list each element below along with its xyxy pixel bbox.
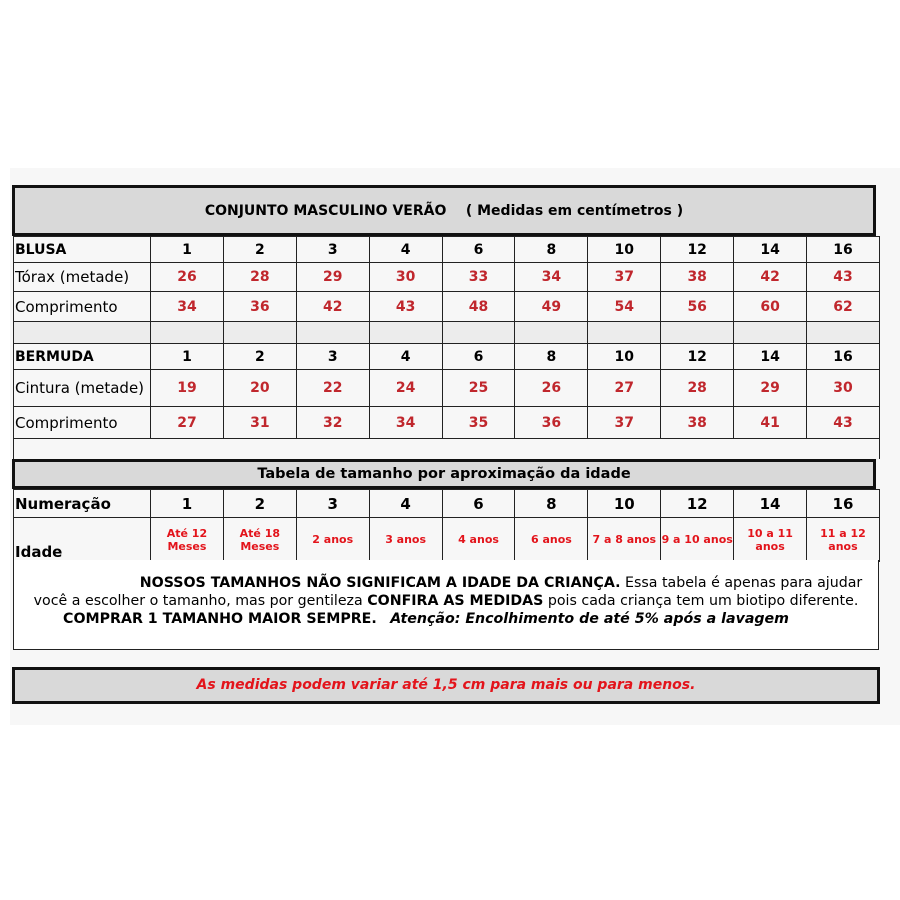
size-header: 2 [223, 344, 296, 370]
age-value: 10 a 11 anos [734, 518, 807, 562]
measure-value: 34 [369, 407, 442, 439]
measure-value: 22 [296, 370, 369, 407]
note-warning-bold: NOSSOS TAMANHOS NÃO SIGNIFICAM A IDADE DA CRIANÇA. [139, 575, 621, 591]
size-header: 12 [661, 237, 734, 263]
age-value: 9 a 10 anos [661, 518, 734, 562]
blank-cell [14, 439, 880, 460]
bermuda-label: BERMUDA [14, 344, 151, 370]
measure-value: 62 [807, 292, 880, 322]
age-value: Até 18 Meses [223, 518, 296, 562]
idade-label: Idade [14, 518, 151, 562]
size-header: 12 [661, 344, 734, 370]
measure-value: 27 [151, 407, 224, 439]
spacer-row [14, 322, 880, 344]
size-header: 3 [296, 237, 369, 263]
age-value: Até 12 Meses [151, 518, 224, 562]
age-table [13, 489, 880, 562]
spacer-cell [14, 322, 151, 344]
numeracao-label: Numeração [14, 490, 151, 518]
size-header: 8 [515, 344, 588, 370]
note-line2-text: você a escolher o tamanho, mas por gentileza [33, 593, 368, 609]
spacer-cell [296, 322, 369, 344]
size-header: 12 [661, 490, 734, 518]
measure-value: 60 [734, 292, 807, 322]
size-header: 14 [734, 344, 807, 370]
spacer-cell [588, 322, 661, 344]
measure-value: 37 [588, 263, 661, 292]
measure-label: Tórax (metade) [14, 263, 151, 292]
measure-value: 43 [807, 263, 880, 292]
measure-value: 29 [734, 370, 807, 407]
size-header: 1 [151, 490, 224, 518]
measure-value: 28 [661, 370, 734, 407]
blusa-header-row [14, 237, 880, 263]
size-header: 2 [223, 490, 296, 518]
note-line-3 [14, 610, 878, 628]
size-header: 3 [296, 344, 369, 370]
size-header: 10 [588, 237, 661, 263]
measure-value: 30 [807, 370, 880, 407]
size-header: 1 [151, 344, 224, 370]
note-line1-text: Essa tabela é apenas para ajudar [620, 575, 863, 591]
spacer-cell [515, 322, 588, 344]
measure-value: 49 [515, 292, 588, 322]
spacer-cell [369, 322, 442, 344]
size-note [13, 560, 879, 650]
spacer-cell [442, 322, 515, 344]
measure-value: 42 [296, 292, 369, 322]
measure-value: 36 [515, 407, 588, 439]
measure-value: 27 [588, 370, 661, 407]
blusa-label: BLUSA [14, 237, 151, 263]
size-header: 10 [588, 490, 661, 518]
measure-value: 31 [223, 407, 296, 439]
size-header: 16 [807, 344, 880, 370]
size-header: 2 [223, 237, 296, 263]
measure-value: 34 [515, 263, 588, 292]
age-value: 2 anos [296, 518, 369, 562]
age-value: 7 a 8 anos [588, 518, 661, 562]
size-header: 3 [296, 490, 369, 518]
measure-value: 26 [515, 370, 588, 407]
measure-value: 28 [223, 263, 296, 292]
measure-value: 38 [661, 407, 734, 439]
age-value: 11 a 12 anos [807, 518, 880, 562]
size-header: 1 [151, 237, 224, 263]
note-confira-bold: CONFIRA AS MEDIDAS [367, 593, 544, 609]
age-value: 6 anos [515, 518, 588, 562]
measures-table-title [12, 185, 876, 236]
measure-value: 19 [151, 370, 224, 407]
measure-value: 34 [151, 292, 224, 322]
table-row [14, 407, 880, 439]
measure-value: 25 [442, 370, 515, 407]
size-header: 14 [734, 237, 807, 263]
table-row [14, 263, 880, 292]
note-line-1 [14, 574, 878, 592]
size-header: 8 [515, 490, 588, 518]
measure-value: 32 [296, 407, 369, 439]
measure-value: 42 [734, 263, 807, 292]
measure-value: 33 [442, 263, 515, 292]
size-header: 6 [442, 490, 515, 518]
spacer-cell [223, 322, 296, 344]
table-row [14, 370, 880, 407]
size-header: 16 [807, 490, 880, 518]
measure-label: Cintura (metade) [14, 370, 151, 407]
blank-row [14, 439, 880, 460]
measure-value: 43 [807, 407, 880, 439]
measure-value: 29 [296, 263, 369, 292]
measure-value: 43 [369, 292, 442, 322]
idade-row [14, 518, 880, 562]
size-header: 8 [515, 237, 588, 263]
measure-value: 30 [369, 263, 442, 292]
measure-value: 24 [369, 370, 442, 407]
spacer-cell [807, 322, 880, 344]
measure-value: 26 [151, 263, 224, 292]
spacer-cell [661, 322, 734, 344]
measures-title-text: CONJUNTO MASCULINO VERÃO ( Medidas em centímetros ) [204, 202, 684, 219]
size-header: 10 [588, 344, 661, 370]
table-row [14, 292, 880, 322]
size-header: 14 [734, 490, 807, 518]
size-header: 6 [442, 237, 515, 263]
numeracao-row [14, 490, 880, 518]
measure-value: 48 [442, 292, 515, 322]
variation-note-text: As medidas podem variar até 1,5 cm para mais ou para menos. [196, 677, 696, 693]
size-header: 4 [369, 344, 442, 370]
age-value: 3 anos [369, 518, 442, 562]
measure-label: Comprimento [14, 292, 151, 322]
note-line2-rest: pois cada criança tem um biotipo diferente. [543, 593, 859, 609]
bermuda-header-row [14, 344, 880, 370]
age-title-text: Tabela de tamanho por aproximação da idade [257, 466, 631, 482]
size-header: 4 [369, 237, 442, 263]
measure-value: 41 [734, 407, 807, 439]
note-shrink-warning: Atenção: Encolhimento de até 5% após a lavagem [390, 611, 789, 627]
note-line-2 [14, 592, 878, 610]
measure-label: Comprimento [14, 407, 151, 439]
measure-value: 37 [588, 407, 661, 439]
measure-value: 35 [442, 407, 515, 439]
measures-table [13, 236, 880, 459]
variation-note [12, 667, 880, 704]
measure-value: 54 [588, 292, 661, 322]
measure-value: 56 [661, 292, 734, 322]
measure-value: 20 [223, 370, 296, 407]
size-header: 6 [442, 344, 515, 370]
age-value: 4 anos [442, 518, 515, 562]
size-header: 16 [807, 237, 880, 263]
spacer-cell [151, 322, 224, 344]
size-header: 4 [369, 490, 442, 518]
measure-value: 36 [223, 292, 296, 322]
age-table-title [12, 459, 876, 489]
measure-value: 38 [661, 263, 734, 292]
spacer-cell [734, 322, 807, 344]
note-comprar-bold: COMPRAR 1 TAMANHO MAIOR SEMPRE. [63, 611, 377, 627]
